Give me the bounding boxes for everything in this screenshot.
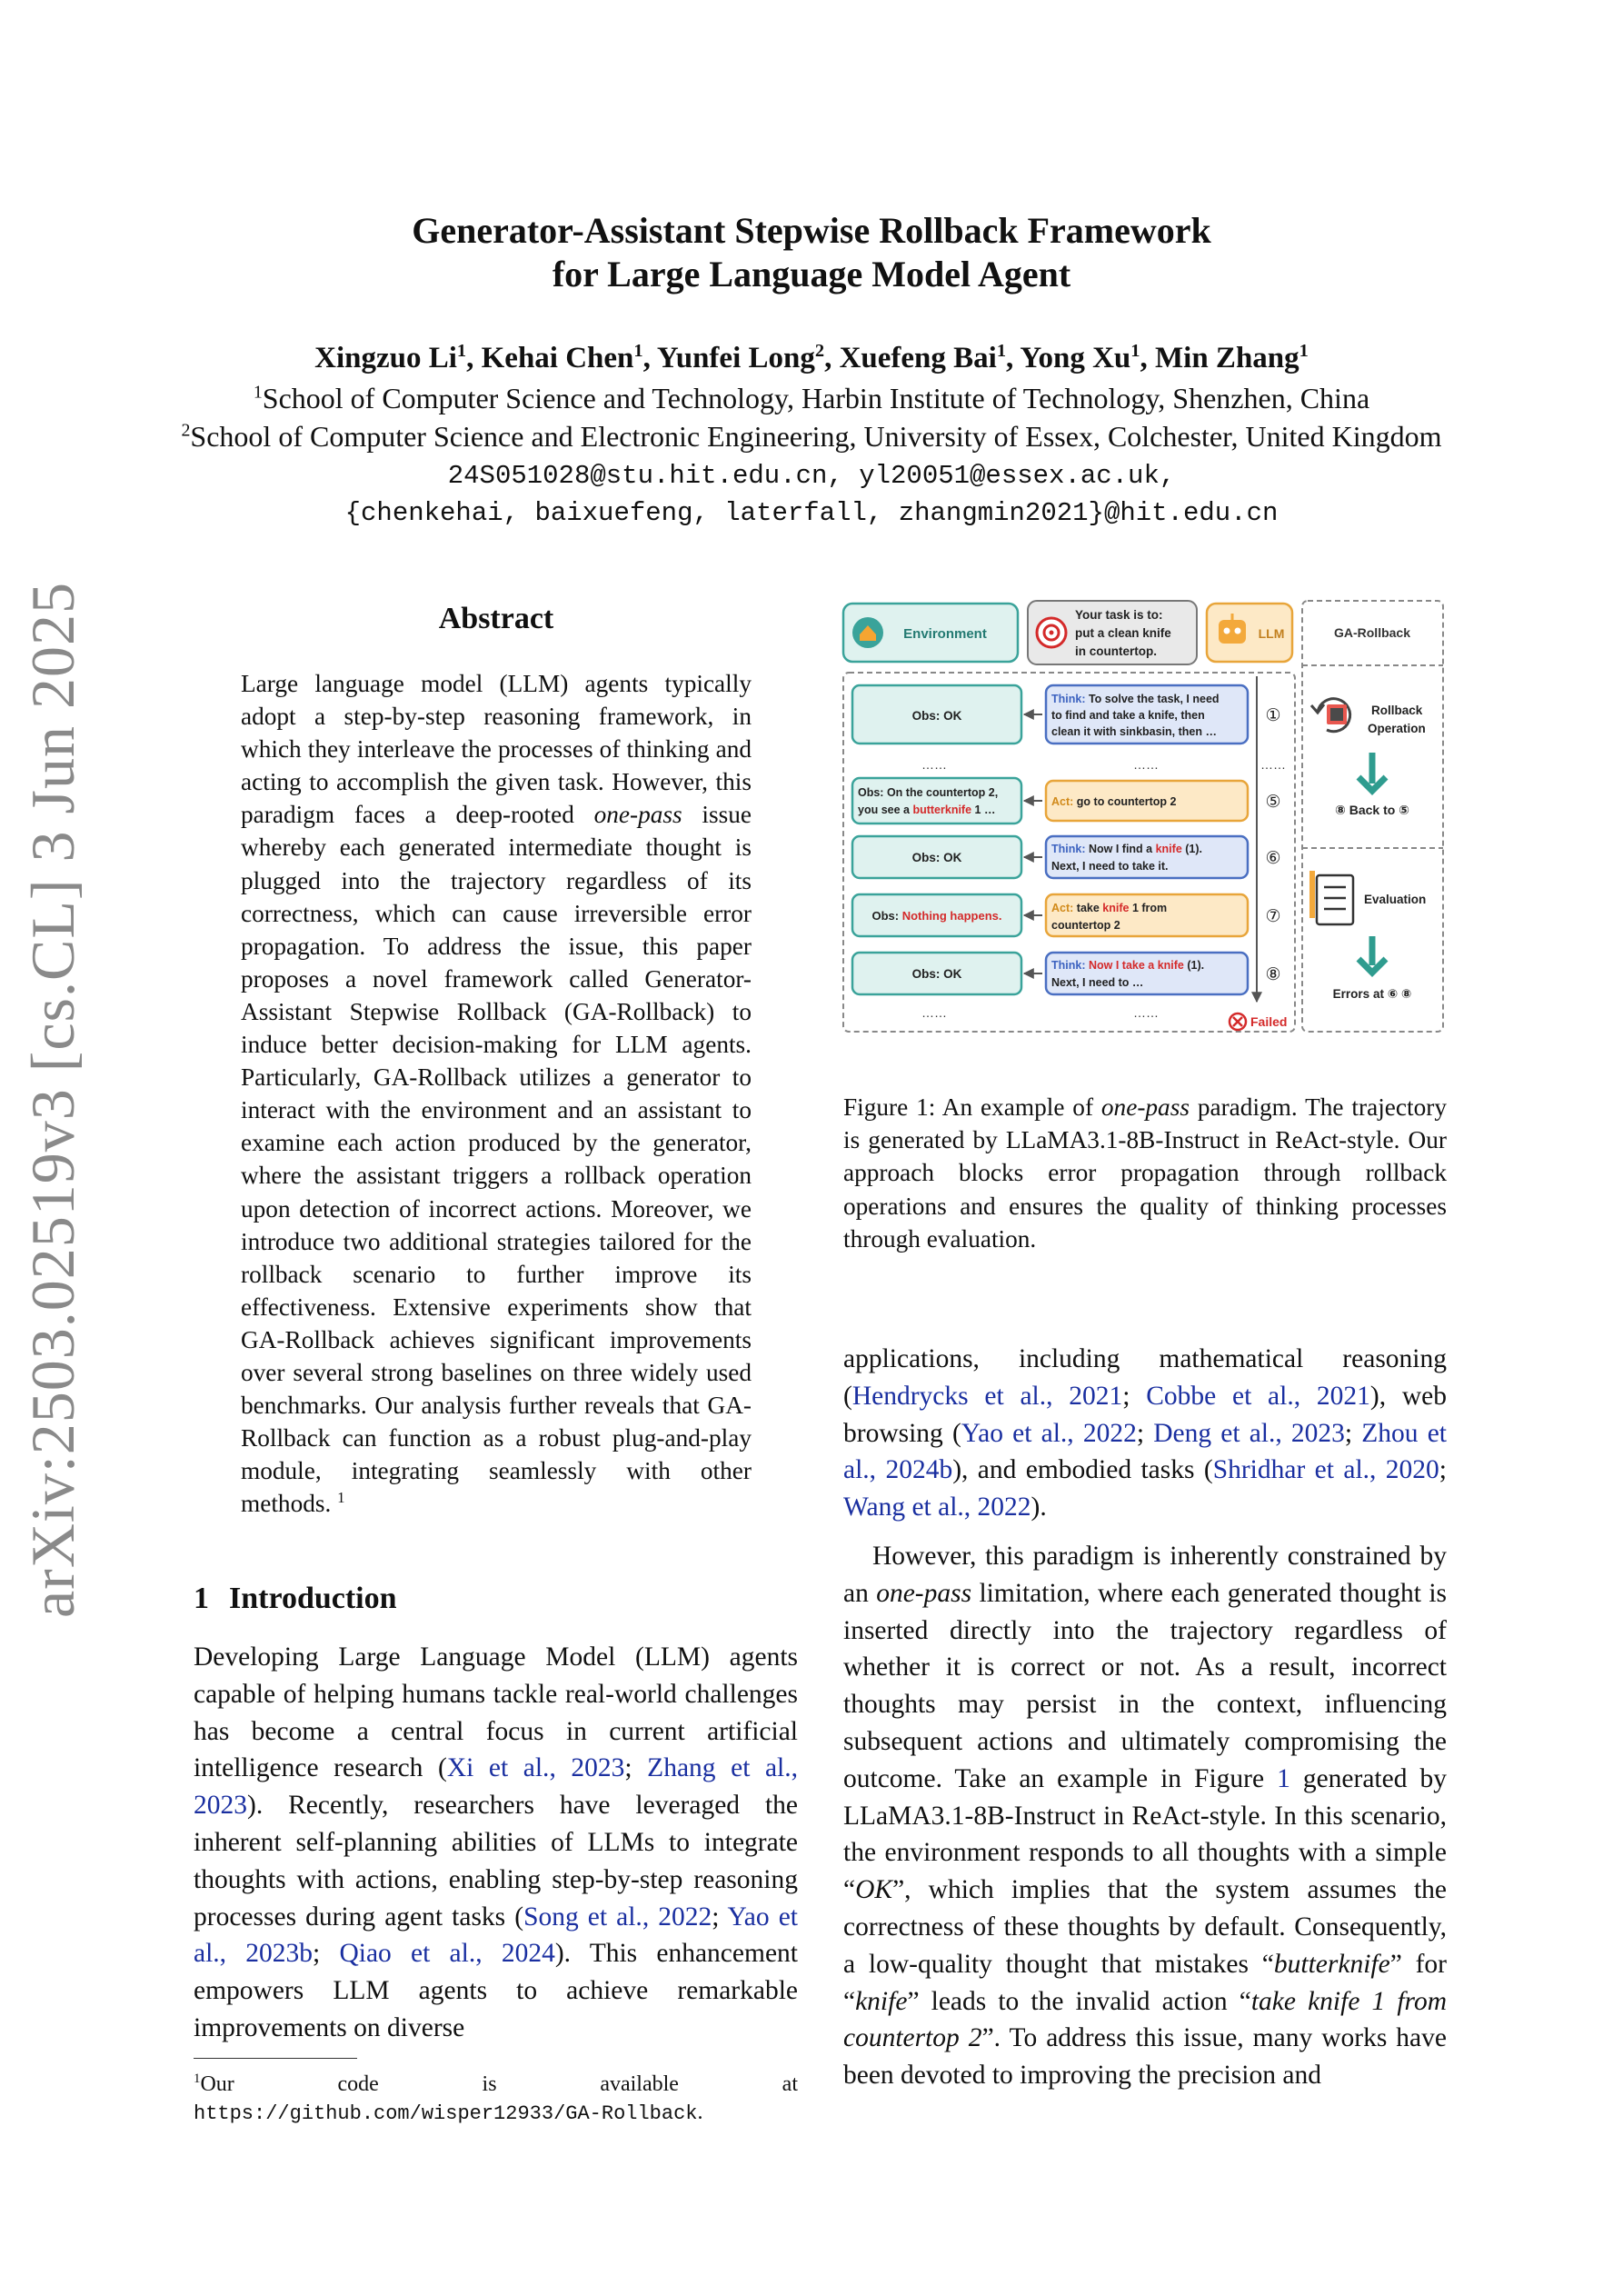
title-line-1: Generator-Assistant Stepwise Rollback Framework (412, 210, 1211, 251)
author-list: Xingzuo Li$^1$, Kehai Chen$^1$, Yunfei Long$^2$, Xuefeng Bai$^1$, Yong Xu$^1$, Min Zhang$^1$ (314, 341, 1309, 374)
intro-paragraph: Developing Large Language Model (LLM) agents capable of helping humans tackle real-world challenges has become a central focus in current artificial intelligence research (Xi et al., 2023; Zhang et al., 2023). Recently, researchers have leveraged the inherent self-planning abilities of LLMs to integrate thoughts with actions, enabling step-by-step reasoning processes during agent tasks (Song et al., 2022; Yao et al., 2023b; Qiao et al., 2024). This enhancement empowers LLM agents to achieve remarkable improvements on diverse (194, 1642, 799, 2042)
svg-text:clean it with sinkbasin, then: clean it with sinkbasin, then … (1051, 725, 1217, 738)
paper-title (0, 209, 1623, 296)
right-paragraph-2: However, this paradigm is inherently constrained by an one-pass limitation, where each generated thought is inserted directly into the trajectory regardless of whether it is correct or not. As a result, incorrect thoughts may persist in the context, influencing subsequent actions and ultimately compromising the outcome. Take an example in Figure 1 generated by LLaMA3.1-8B-Instruct in ReAct-style. In this scenario, the environment responds to all thoughts with a simple “OK”, which implies that the system assumes the correctness of these thoughts by default. Consequently, a low-quality thought that mistakes “butterknife” for “knife” leads to the invalid action “take knife 1 from countertop 2”. To address this issue, many works have been devoted to improving the precision and (843, 1542, 1447, 2091)
citation-link[interactable]: Yao et al., 2023b (194, 1902, 798, 1969)
step-number: ⑤ (1265, 793, 1281, 812)
svg-text:……: …… (1133, 1005, 1159, 1020)
failed-label: Failed (1250, 1014, 1288, 1029)
abstract-heading: Abstract (438, 602, 554, 635)
author-name: Yunfei Long (656, 342, 815, 374)
svg-text:Act: go to countertop 2: Act: go to countertop 2 (1051, 795, 1177, 808)
svg-text:Next, I need to …: Next, I need to … (1051, 976, 1144, 989)
environment-label: Environment (903, 626, 987, 642)
affiliation-2: $^2$School of Computer Science and Electronic Engineering, University of Essex, Colchester, United Kingdom (181, 420, 1442, 453)
back-to-label: ⑧ Back to ⑤ (1334, 803, 1410, 817)
task-text: Your task is to: (1075, 608, 1163, 622)
svg-text:……: …… (921, 1005, 947, 1020)
ga-rollback-label: GA-Rollback (1333, 625, 1411, 640)
svg-text:you see a butterknife 1 …: you see a butterknife 1 … (858, 804, 996, 816)
right-paragraph-1: applications, including mathematical reasoning (Hendrycks et al., 2021; Cobbe et al., 2021), web browsing (Yao et al., 2022; Deng et al., 2023; Zhou et al., 2024b), and embodied tasks (Shridhar et al., 2020; Wang et al., 2022). (843, 1344, 1448, 1522)
citation-link[interactable]: Cobbe et al., 2021 (1146, 1381, 1370, 1411)
svg-text:Operation: Operation (1368, 722, 1426, 735)
author-name: Kehai Chen (481, 342, 634, 374)
svg-text:Obs: On the countertop 2,: Obs: On the countertop 2, (858, 786, 999, 799)
svg-text:Obs: OK: Obs: OK (911, 851, 962, 864)
section-heading-introduction: 1 Introduction (194, 1582, 397, 1615)
citation-link[interactable]: Wang et al., 2022 (843, 1492, 1031, 1522)
svg-text:Obs: OK: Obs: OK (911, 709, 962, 723)
step-number: ① (1265, 706, 1281, 725)
footnote-mark[interactable]: 1 (337, 1489, 345, 1507)
author-name: Yong Xu (1020, 342, 1131, 374)
checklist-icon (1317, 875, 1353, 924)
robot-icon (1219, 620, 1246, 644)
svg-text:to find and take a knife, then: to find and take a knife, then (1051, 709, 1205, 722)
svg-text:Obs: OK: Obs: OK (911, 967, 962, 981)
figure-1-diagram (841, 598, 1446, 1036)
citation-link[interactable]: Qiao et al., 2024 (339, 1939, 555, 1969)
title-line-2: for Large Language Model Agent (552, 254, 1071, 294)
evaluation-label: Evaluation (1364, 893, 1427, 906)
svg-text:put a clean knife: put a clean knife (1075, 626, 1171, 640)
svg-text:Obs: Nothing happens.: Obs: Nothing happens. (871, 909, 1002, 923)
step-number: ⑥ (1265, 849, 1281, 868)
footnote: $^1$Our code is available at https://github.com/wisper12933/GA-Rollback. (194, 2071, 798, 2125)
citation-link[interactable]: Shridhar et al., 2020 (1212, 1455, 1439, 1485)
figure-caption: Figure 1: An example of one-pass paradigm. The trajectory is generated by LLaMA3.1-8B-Instruct in ReAct-style. Our approach blocks error propagation through rollback operations and ensures the quality of thinking processes through evaluation. (843, 1093, 1447, 1253)
svg-text:……: …… (1133, 757, 1159, 772)
figure-reference-link[interactable]: 1 (1277, 1763, 1290, 1793)
citation-link[interactable]: Deng et al., 2023 (1153, 1418, 1345, 1448)
citation-link[interactable]: Hendrycks et al., 2021 (851, 1381, 1123, 1411)
svg-text:Next, I need to take it.: Next, I need to take it. (1051, 860, 1169, 873)
svg-text:in countertop.: in countertop. (1075, 644, 1157, 658)
citation-link[interactable]: Zhou et al., 2024b (843, 1418, 1448, 1485)
author-name: Xingzuo Li (314, 342, 457, 374)
citation-link[interactable]: Zhang et al., 2023 (194, 1753, 799, 1821)
code-url-link[interactable]: https://github.com/wisper12933/GA-Rollback (194, 2102, 698, 2125)
email-line-2: {chenkehai, baixuefeng, laterfall, zhangmin2021}@hit.edu.cn (344, 498, 1279, 528)
rollback-label: Rollback (1371, 704, 1423, 717)
citation-link[interactable]: Song et al., 2022 (523, 1902, 712, 1932)
affiliation-1: $^1$School of Computer Science and Technology, Harbin Institute of Technology, Shenzhen, China (253, 382, 1370, 414)
footnote-divider (194, 2058, 357, 2059)
arxiv-identifier: arXiv:2503.02519v3 [cs.CL] 3 Jun 2025 (18, 581, 87, 1618)
citation-link[interactable]: Xi et al., 2023 (446, 1753, 625, 1783)
svg-text:Think: To solve the task, I ne: Think: To solve the task, I need (1051, 693, 1220, 705)
abstract-body: Large language model (LLM) agents typically adopt a step-by-step reasoning framework, in which they interleave the processes of thinking and acting to accomplish the given task. However, this paradigm faces a deep-rooted one-pass issue whereby each generated intermediate thought is plugged into the trajectory regardless of its correctness, which can cause irreversible error propagation. To address the issue, this paper proposes a novel framework called Generator-Assistant Stepwise Rollback (GA-Rollback) to induce better decision-making for LLM agents. Particularly, GA-Rollback utilizes a generator to interact with the environment and an assistant to examine each action produced by the generator, where the assistant triggers a rollback operation upon detection of incorrect actions. Moreover, we introduce two additional strategies tailored for the rollback scenario to further improve its effectiveness. Extensive experiments show that GA-Rollback achieves significant improvements over several strong baselines on three widely used benchmarks. Our analysis further reveals that GA-Rollback can function as a robust plug-and-play module, integrating seamlessly with other methods. $^1$ (241, 670, 752, 1518)
step-number: ⑦ (1265, 907, 1281, 926)
svg-text:……: …… (1260, 757, 1286, 772)
citation-link[interactable]: Yao et al., 2022 (961, 1418, 1137, 1448)
svg-text:Think: Now I find a knife (1).: Think: Now I find a knife (1). (1051, 843, 1203, 855)
svg-text:……: …… (921, 757, 947, 772)
svg-text:Act: take knife 1 from: Act: take knife 1 from (1051, 902, 1168, 914)
llm-label: LLM (1258, 626, 1285, 641)
errors-at-label: Errors at ⑥ ⑧ (1332, 987, 1412, 1001)
svg-text:Think: Now I take a knife (1).: Think: Now I take a knife (1). (1051, 959, 1205, 972)
observation-box (852, 778, 1021, 824)
author-name: Min Zhang (1155, 342, 1299, 374)
svg-text:countertop 2: countertop 2 (1051, 919, 1120, 932)
step-number: ⑧ (1265, 965, 1281, 984)
email-line-1: 24S051028@stu.hit.edu.cn, yl20051@essex.ac.uk, (447, 461, 1176, 491)
author-name: Xuefeng Bai (839, 342, 997, 374)
